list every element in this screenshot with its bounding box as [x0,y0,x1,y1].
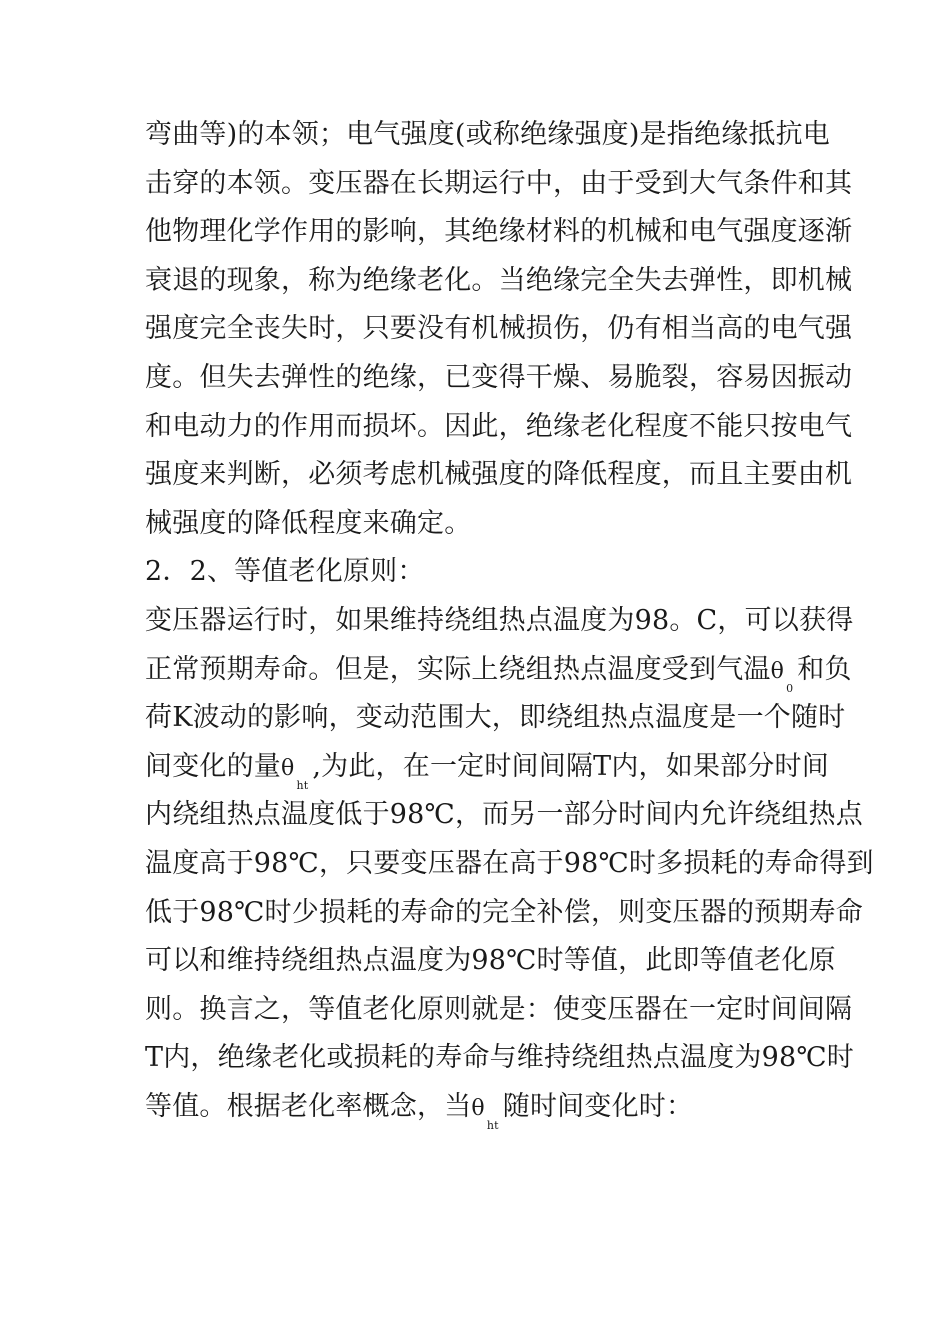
text-line: T内，绝缘老化或损耗的寿命与维持绕组热点温度为98℃时 [145,1042,854,1074]
theta-symbol: θ [770,658,785,684]
text-line: 内绕组热点温度低于98℃，而另一部分时间内允许绕组热点 [145,799,863,831]
text-line: 强度完全丧失时，只要没有机械损伤，仍有相当高的电气强 [145,313,853,345]
text-line: 击穿的本领。变压器在长期运行中，由于受到大气条件和其 [145,167,853,199]
text-line: 可以和维持绕组热点温度为98℃时等值，此即等值老化原 [145,945,836,977]
text-segment: 随时间变化时： [502,1090,694,1122]
subscript: ht [486,1118,499,1132]
text-line: 低于98℃时少损耗的寿命的完全补偿，则变压器的预期寿命 [145,896,863,928]
text-line: 强度来判断，必须考虑机械强度的降低程度，而且主要由机 [145,459,853,491]
theta-symbol: θ [281,755,295,781]
section-heading: 2．2、等值老化原则： [145,556,425,588]
text-segment: ,为此，在一定时间间隔T内，如果部分时间 [312,750,829,782]
subscript: 0 [786,681,794,695]
text-line: 变压器运行时，如果维持绕组热点温度为98。C，可以获得 [145,604,854,636]
text-line: 和电动力的作用而损坏。因此，绝缘老化程度不能只按电气 [145,410,853,442]
text-segment: 正常预期寿命。但是，实际上绕组热点温度受到气温 [145,653,771,685]
text-segment: 间变化的量 [145,750,281,782]
text-line: 则。换言之，等值老化原则就是：使变压器在一定时间间隔 [145,993,853,1025]
text-segment: 和负 [797,653,852,685]
text-line: 荷K波动的影响，变动范围大，即绕组热点温度是一个随时 [145,702,846,734]
text-line: 械强度的降低程度来确定。 [145,507,472,539]
subscript: ht [296,778,309,792]
text-line: 衰退的现象，称为绝缘老化。当绝缘完全失去弹性，即机械 [145,264,853,296]
body-text [145,111,874,1132]
text-line: 温度高于98℃，只要变压器在高于98℃时多损耗的寿命得到 [145,847,874,879]
text-line: 他物理化学作用的影响，其绝缘材料的机械和电气强度逐渐 [145,216,853,248]
theta-symbol: θ [471,1095,485,1121]
text-line [145,1083,815,1132]
text-line [145,646,852,695]
text-line: 度。但失去弹性的绝缘，已变得干燥、易脆裂，容易因振动 [145,361,853,393]
text-segment: 等值。根据老化率概念，当 [145,1090,472,1122]
text-line: 弯曲等)的本领；电气强度(或称绝缘强度)是指绝缘抵抗电 [145,119,830,150]
text-line [145,743,829,792]
